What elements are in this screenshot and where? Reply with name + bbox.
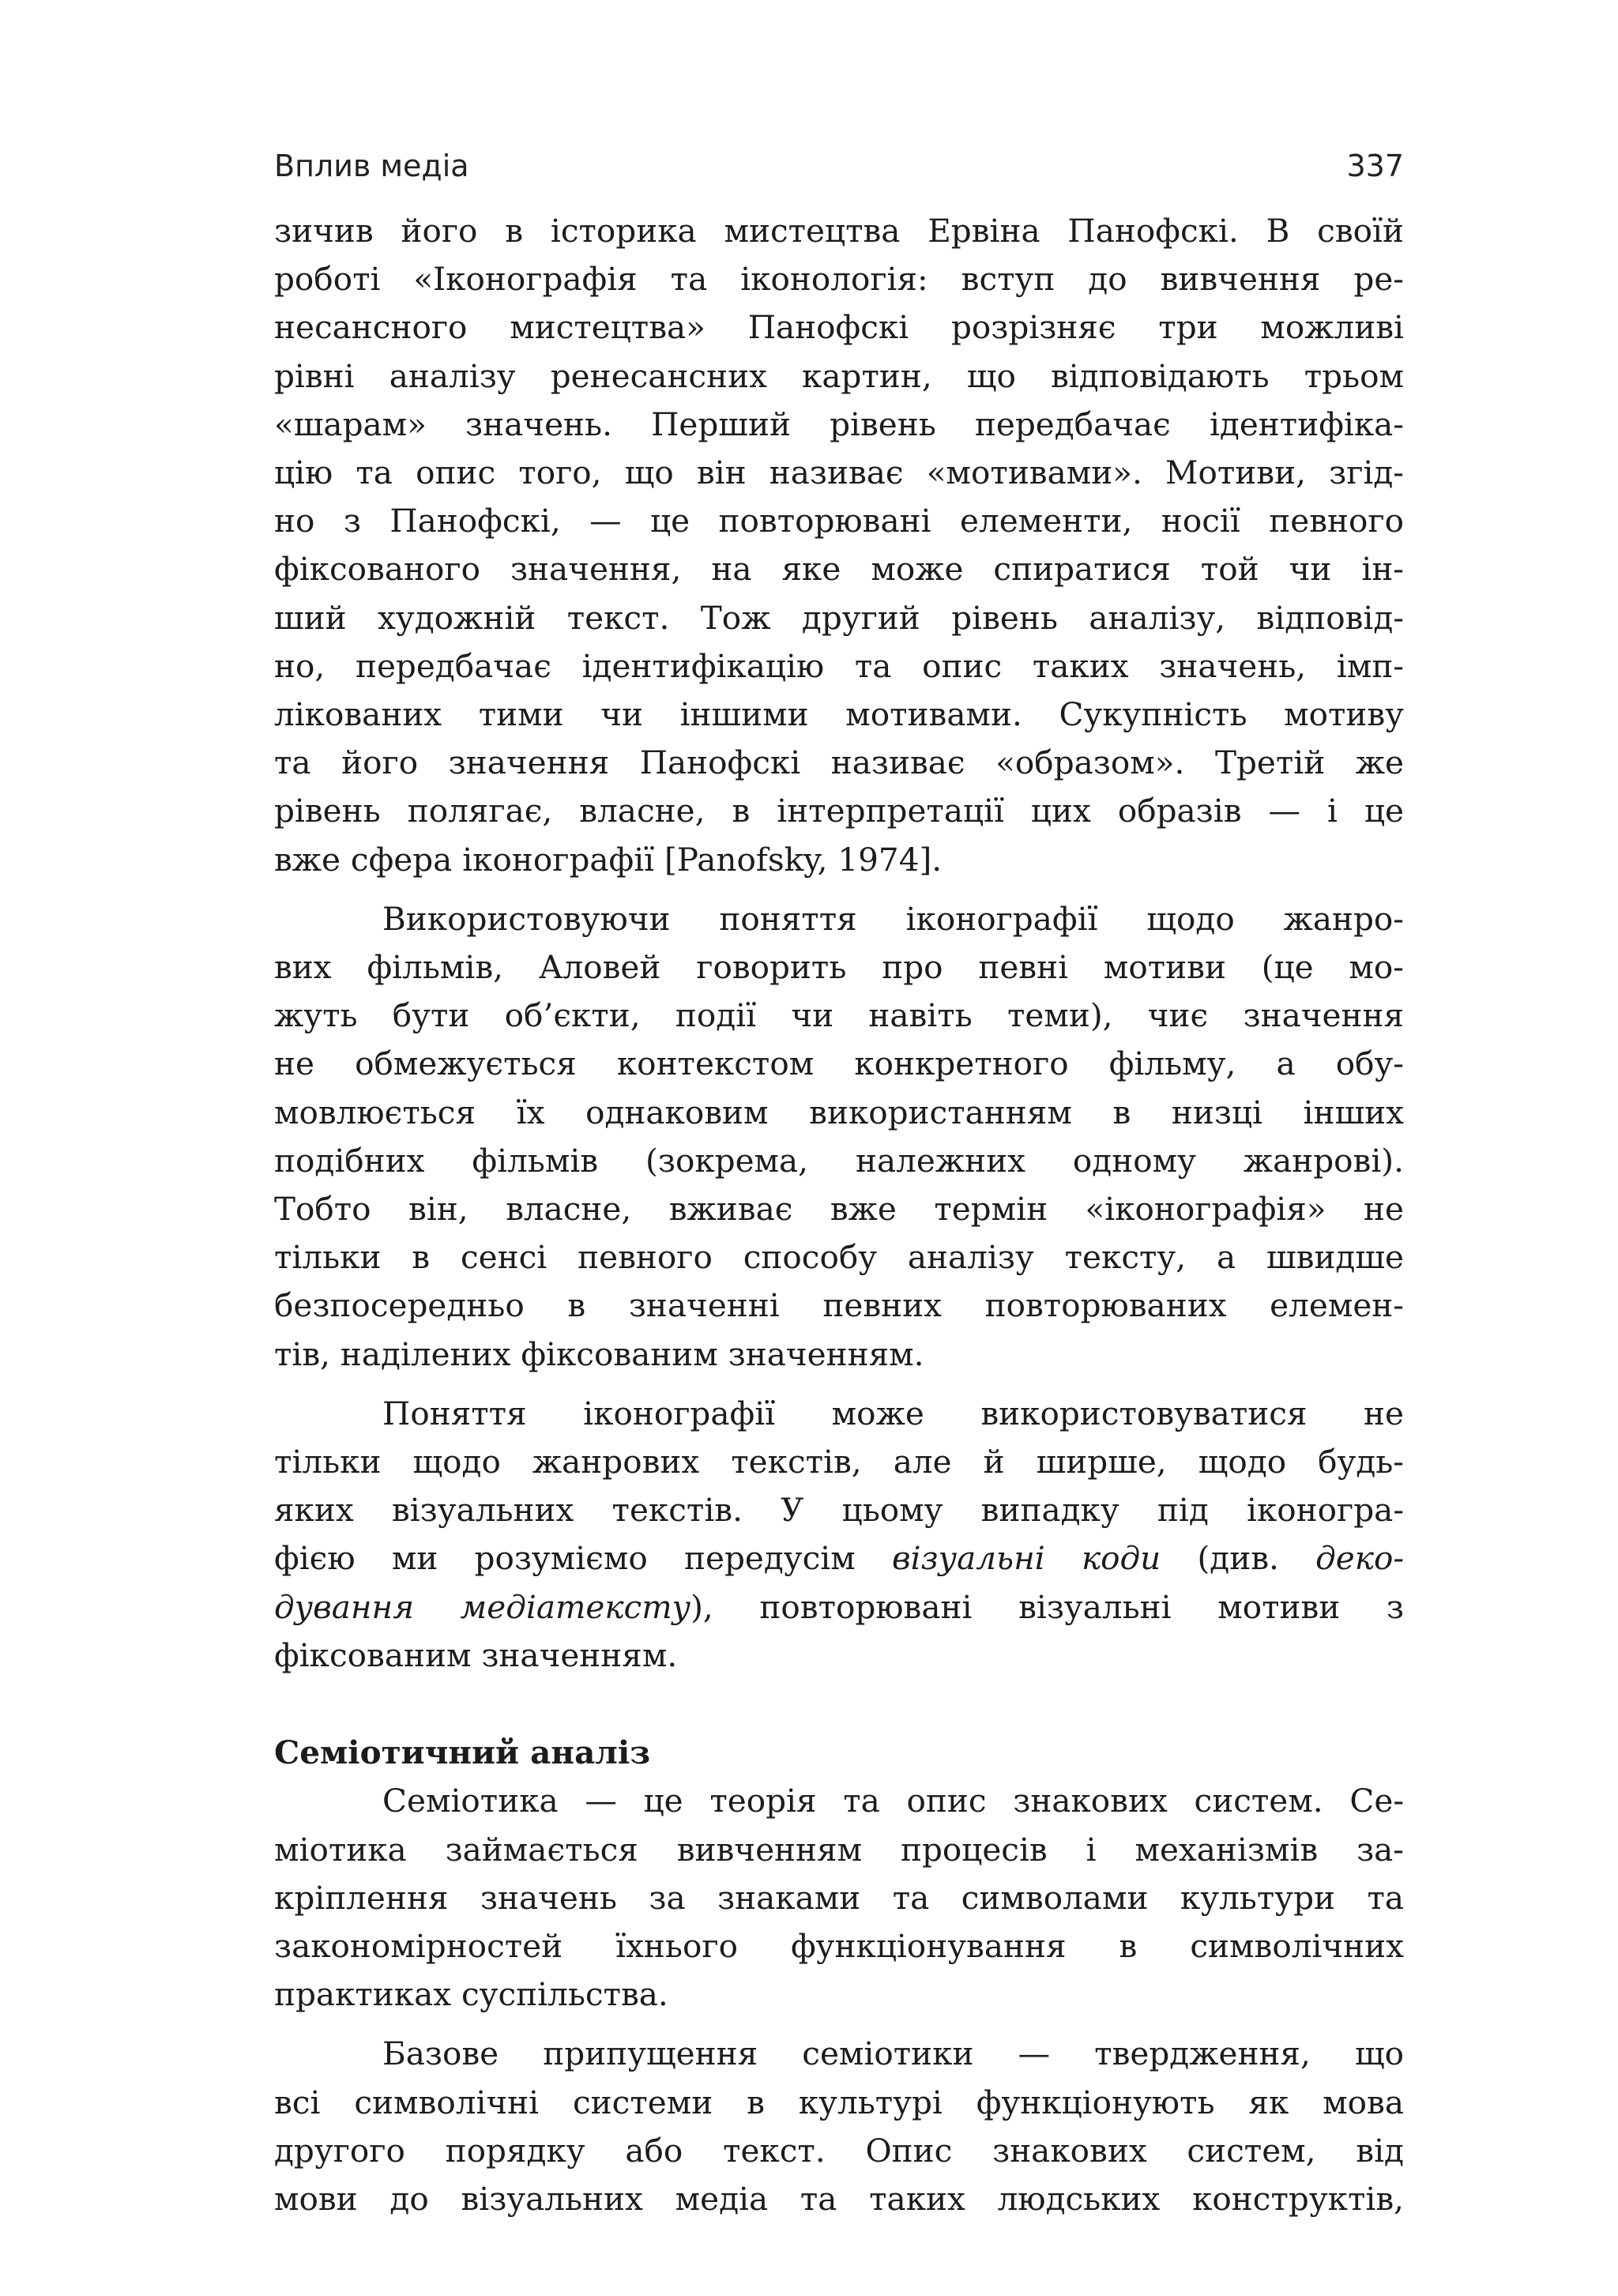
paragraph-2 (274, 895, 1404, 1379)
text-line: та його значення Панофскі називає «образом». Третій же (274, 743, 1404, 782)
text-line: роботі «Іконографія та іконологія: вступ до вивчення ре- (274, 260, 1404, 299)
running-head-title: Вплив медіа (274, 149, 469, 183)
text-line: Поняття іконографії може використовуватися не (382, 1394, 1404, 1432)
text-line: вже сфера іконографії [Panofsky, 1974]. (274, 840, 943, 879)
italic-term: візуальні коди (892, 1539, 1161, 1578)
page-number: 337 (1346, 149, 1404, 183)
text-line: лікованих тими чи іншими мотивами. Сукупність мотиву (274, 695, 1404, 734)
body-text (274, 207, 1404, 2223)
text-line: мови до візуальних медіа та таких людських конструктів, (274, 2179, 1404, 2218)
text-line: другого порядку або текст. Опис знакових систем, від (274, 2131, 1404, 2170)
text-line: тів, наділених фіксованим значенням. (274, 1334, 924, 1373)
text-line: Базове припущення семіотики — твердження, що (382, 2034, 1404, 2073)
text-line: фіксованого значення, на яке може спиратися той чи ін- (274, 550, 1404, 589)
text-line: закономірностей їхнього функціонування в символічних (274, 1926, 1404, 1965)
paragraph-5 (274, 2030, 1404, 2223)
text-line: цію та опис того, що він називає «мотивами». Мотиви, згід- (274, 454, 1404, 492)
text-line: ший художній текст. Тож другий рівень аналізу, відповід- (274, 598, 1404, 637)
text-line: фією ми розуміємо передусім візуальні коди (див. деко- (274, 1539, 1405, 1578)
text-line: зичив його в історика мистецтва Ервіна Панофскі. В своїй (274, 212, 1404, 250)
text-line: жуть бути об’єкти, події чи навіть теми), чиє значення (274, 996, 1404, 1035)
section-heading: Семіотичний аналіз (274, 1733, 651, 1772)
text-line: тільки в сенсі певного способу аналізу тексту, а швидше (274, 1238, 1404, 1277)
book-page (274, 0, 1404, 2296)
text-line: Використовуючи поняття іконографії щодо жанро- (382, 899, 1404, 938)
paragraph-3 (274, 1390, 1404, 1680)
text-line: дування медіатексту), повторювані візуальні мотиви з (274, 1587, 1404, 1626)
text-line: всі символічні системи в культурі функціонують як мова (274, 2083, 1404, 2121)
text-line: рівні аналізу ренесансних картин, що відповідають трьом (274, 356, 1404, 395)
text-line: фіксованим значенням. (274, 1635, 678, 1674)
text-line: кріплення значень за знаками та символами культури та (274, 1878, 1404, 1917)
text-line: мовлюється їх однаковим використанням в низці інших (274, 1093, 1404, 1131)
paragraph-4 (274, 1777, 1404, 2019)
text-line: яких візуальних текстів. У цьому випадку під іконогра- (274, 1491, 1404, 1530)
text-line: Семіотика — це теорія та опис знакових систем. Се- (382, 1782, 1404, 1820)
text-line: міотика займається вивченням процесів і механізмів за- (274, 1830, 1404, 1869)
text-line: не обмежується контекстом конкретного фільму, а обу- (274, 1044, 1404, 1083)
running-head (274, 149, 1404, 188)
text-line: Тобто він, власне, вживає вже термін «іконографія» не (274, 1190, 1404, 1229)
paragraph-1 (274, 207, 1404, 884)
text-line: несансного мистецтва» Панофскі розрізняє три можливі (274, 308, 1404, 347)
text-line: но з Панофскі, — це повторювані елементи, носії певного (274, 502, 1404, 540)
text-line: тільки щодо жанрових текстів, але й ширше, щодо будь- (274, 1443, 1404, 1481)
italic-term: дування медіатексту (274, 1587, 691, 1626)
text-line: практиках суспільства. (274, 1975, 668, 2014)
text-line: рівень полягає, власне, в інтерпретації цих образів — і це (274, 792, 1404, 830)
italic-term: деко- (1315, 1539, 1405, 1578)
text-line: но, передбачає ідентифікацію та опис таких значень, імп- (274, 646, 1404, 685)
text-line: подібних фільмів (зокрема, належних одному жанрові). (274, 1141, 1404, 1180)
text-line: безпосередньо в значенні певних повторюваних елемен- (274, 1286, 1404, 1325)
text-line: вих фільмів, Аловей говорить про певні мотиви (це мо- (274, 948, 1404, 987)
text-line: «шарам» значень. Перший рівень передбачає ідентифіка- (274, 405, 1404, 443)
